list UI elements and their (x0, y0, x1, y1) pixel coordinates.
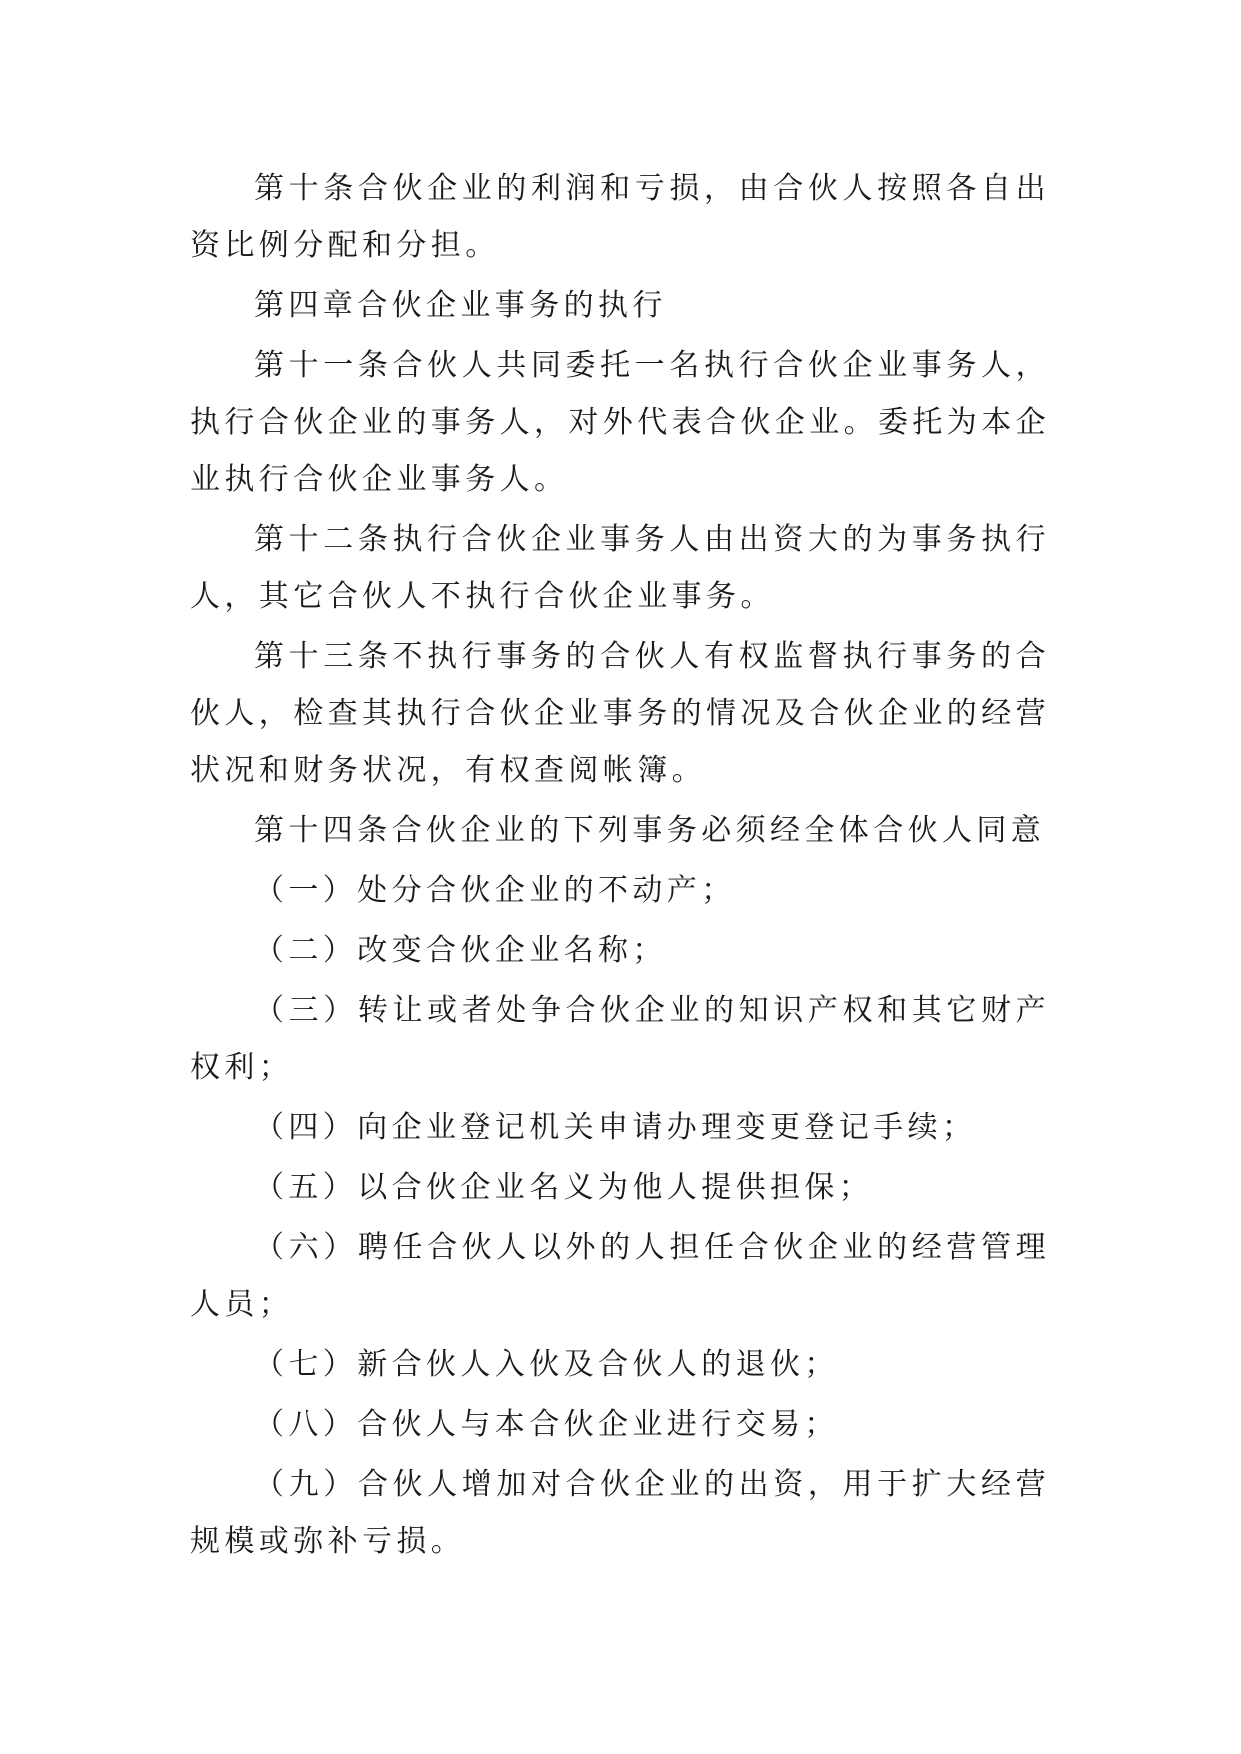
article-14: 第十四条合伙企业的下列事务必须经全体合伙人同意 (254, 813, 1046, 848)
list-item-2: （二）改变合伙企业名称； (254, 933, 667, 968)
list-item-3: （三）转让或者处争合伙企业的知识产权和其它财产权利； (190, 993, 1050, 1085)
list-item-4: （四）向企业登记机关申请办理变更登记手续； (254, 1110, 977, 1145)
chapter-4-heading: 第四章合伙企业事务的执行 (254, 288, 667, 323)
article-12: 第十二条执行合伙企业事务人由出资大的为事务执行人，其它合伙人不执行合伙企业事务。 (190, 522, 1050, 614)
list-item-1: （一）处分合伙企业的不动产； (254, 873, 736, 908)
article-11: 第十一条合伙人共同委托一名执行合伙企业事务人，执行合伙企业的事务人，对外代表合伙企业。委托为本企业执行合伙企业事务人。 (190, 348, 1050, 497)
list-item-5: （五）以合伙企业名义为他人提供担保； (254, 1170, 874, 1205)
article-13: 第十三条不执行事务的合伙人有权监督执行事务的合伙人，检查其执行合伙企业事务的情况及合伙企业的经营状况和财务状况，有权查阅帐簿。 (190, 639, 1050, 788)
list-item-6: （六）聘任合伙人以外的人担任合伙企业的经营管理人员； (190, 1230, 1050, 1322)
list-item-9: （九）合伙人增加对合伙企业的出资，用于扩大经营规模或弥补亏损。 (190, 1467, 1050, 1559)
document-body (190, 160, 1050, 1573)
list-item-7: （七）新合伙人入伙及合伙人的退伙； (254, 1347, 839, 1382)
article-10: 第十条合伙企业的利润和亏损，由合伙人按照各自出资比例分配和分担。 (190, 171, 1050, 263)
list-item-8: （八）合伙人与本合伙企业进行交易； (254, 1407, 839, 1442)
